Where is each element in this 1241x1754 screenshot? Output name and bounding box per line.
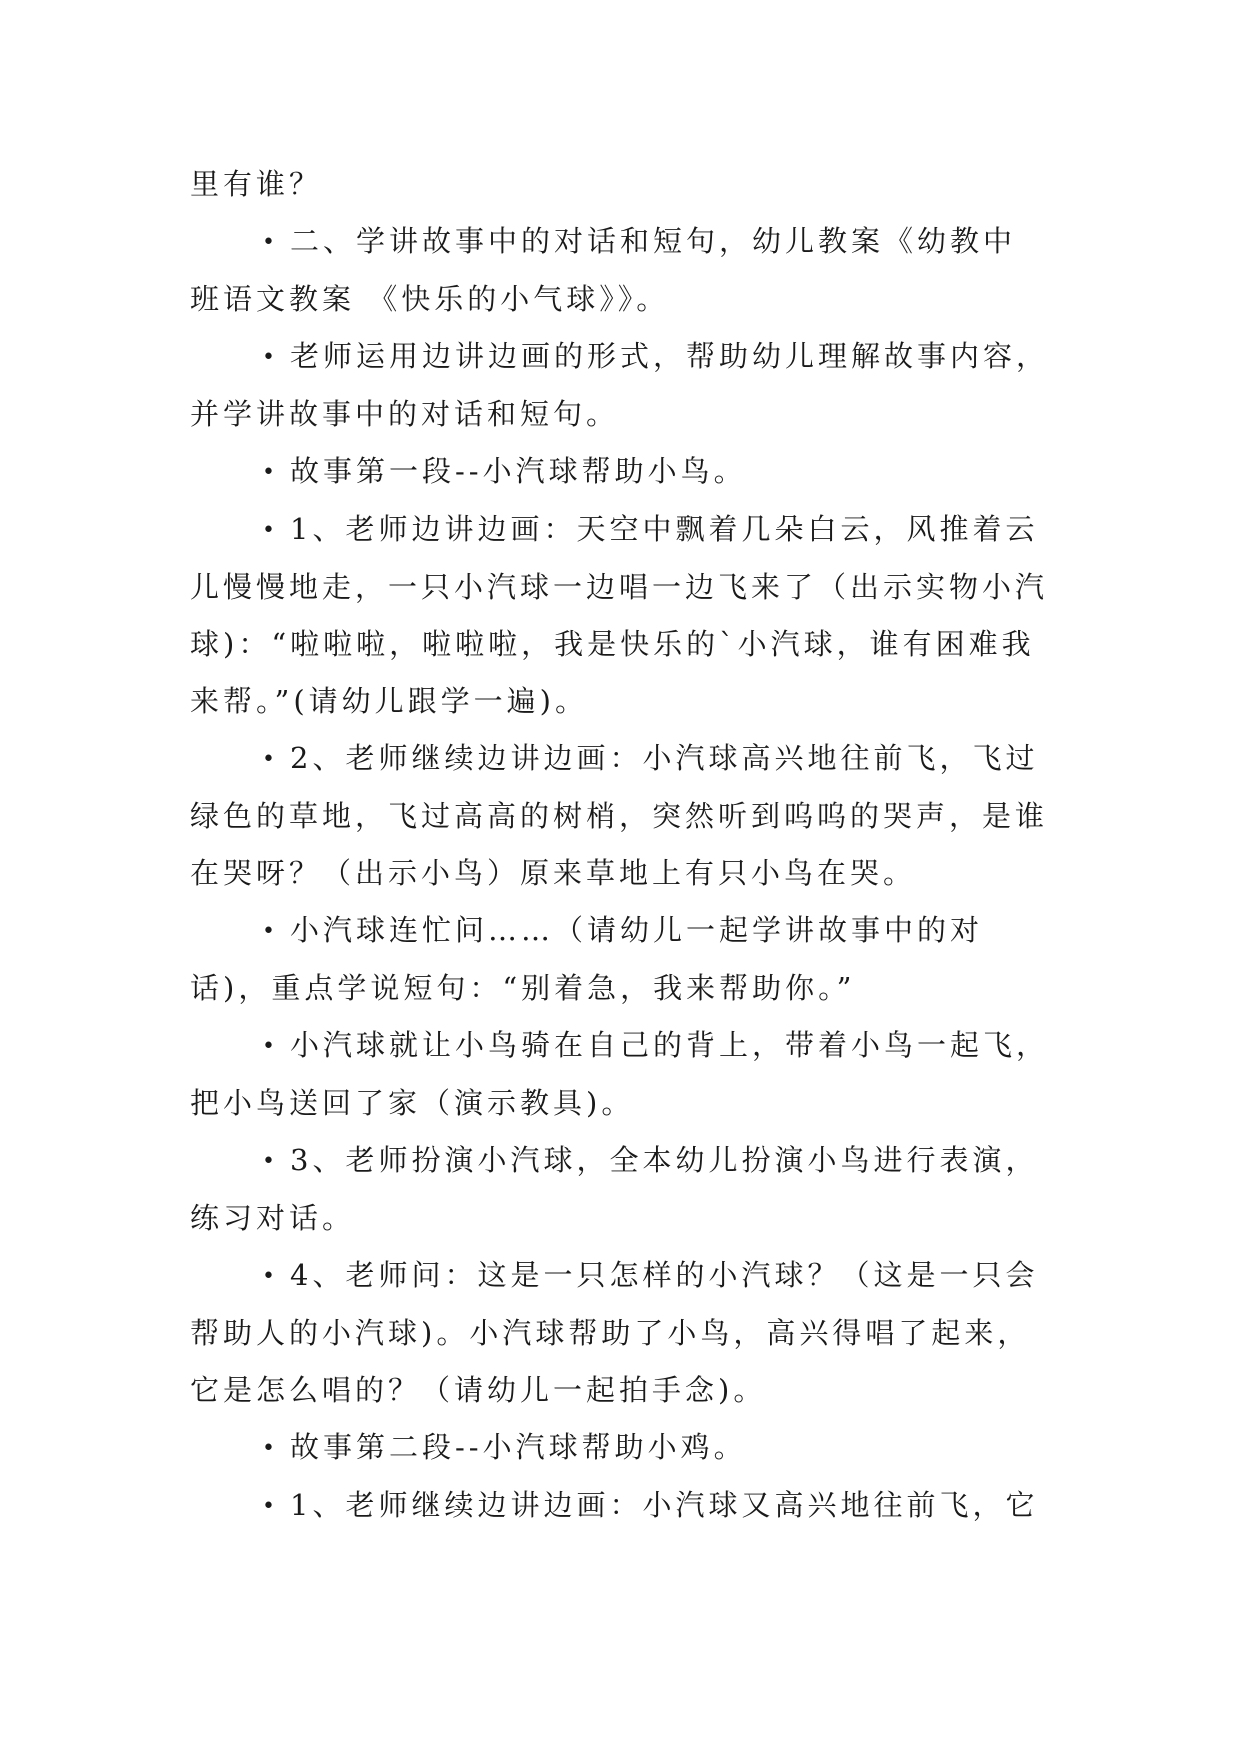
text-line: 它是怎么唱的？（请幼儿一起拍手念)。 [190, 1373, 767, 1407]
text-line: 并学讲故事中的对话和短句。 [190, 397, 620, 431]
text-line [190, 1477, 1050, 1535]
line-text: 1、老师边讲边画：天空中飘着几朵白云，风推着云 [290, 512, 1039, 546]
text-line: 话)，重点学说短句：“别着急，我来帮助你。” [190, 971, 856, 1005]
line-text: 2、老师继续边讲边画：小汽球高兴地往前飞，飞过 [290, 741, 1039, 775]
para-3 [190, 443, 1050, 501]
text-line [190, 328, 1050, 386]
line-text: 故事第一段--小汽球帮助小鸟。 [290, 454, 747, 488]
text-line: 来帮。”(请幼儿跟学一遍)。 [190, 684, 588, 718]
text-line: 绿色的草地，飞过高高的树梢，突然听到呜呜的哭声，是谁 [190, 799, 1049, 833]
para-8 [190, 1132, 1050, 1247]
para-4 [190, 501, 1050, 730]
bullet-icon: • [262, 1494, 275, 1519]
text-line [190, 1132, 1050, 1190]
text-line: 里有谁？ [190, 167, 323, 201]
bullet-icon: • [262, 1264, 275, 1289]
text-line [190, 1247, 1050, 1305]
text-line [190, 1419, 1050, 1477]
para-10 [190, 1419, 1050, 1477]
bullet-icon: • [262, 919, 275, 944]
line-text: 1、老师继续边讲边画：小汽球又高兴地往前飞，它 [290, 1488, 1039, 1522]
text-line: 儿慢慢地走，一只小汽球一边唱一边飞来了（出示实物小汽 [190, 570, 1049, 604]
text-line: 练习对话。 [190, 1201, 356, 1235]
text-line [190, 501, 1050, 559]
text-line [190, 1017, 1050, 1075]
text-line: 班语文教案 《快乐的小气球》》。 [190, 282, 670, 316]
text-line: 球)：“啦啦啦，啦啦啦，我是快乐的`小汽球，谁有困难我 [190, 627, 1035, 661]
bullet-icon: • [262, 460, 275, 485]
line-text: 小汽球就让小鸟骑在自己的背上，带着小鸟一起飞， [290, 1028, 1050, 1062]
para-5 [190, 730, 1050, 902]
line-text: 小汽球连忙问……（请幼儿一起学讲故事中的对 [290, 913, 984, 947]
para-2 [190, 328, 1050, 443]
para-7 [190, 1017, 1050, 1132]
bullet-icon: • [262, 747, 275, 772]
text-line: 把小鸟送回了家（演示教具)。 [190, 1086, 635, 1120]
para-1 [190, 213, 1050, 328]
line-text: 老师运用边讲边画的形式，帮助幼儿理解故事内容， [290, 339, 1050, 373]
para-11 [190, 1477, 1050, 1535]
text-line [190, 730, 1050, 788]
text-line: 帮助人的小汽球)。小汽球帮助了小鸟，高兴得唱了起来， [190, 1316, 1031, 1350]
para-9 [190, 1247, 1050, 1419]
para-0 [190, 156, 1050, 213]
bullet-icon: • [262, 345, 275, 370]
line-text: 二、学讲故事中的对话和短句，幼儿教案《幼教中 [290, 224, 1017, 258]
text-line [190, 902, 1050, 960]
text-line [190, 213, 1050, 271]
line-text: 3、老师扮演小汽球，全本幼儿扮演小鸟进行表演， [290, 1143, 1039, 1177]
document-page [190, 156, 1050, 1535]
bullet-icon: • [262, 1034, 275, 1059]
text-line [190, 443, 1050, 501]
para-6 [190, 902, 1050, 1017]
line-text: 4、老师问：这是一只怎样的小汽球？（这是一只会 [290, 1258, 1039, 1292]
bullet-icon: • [262, 1436, 275, 1461]
line-text: 故事第二段--小汽球帮助小鸡。 [290, 1430, 747, 1464]
bullet-icon: • [262, 230, 275, 255]
bullet-icon: • [262, 1149, 275, 1174]
text-line: 在哭呀？（出示小鸟）原来草地上有只小鸟在哭。 [190, 856, 917, 890]
bullet-icon: • [262, 518, 275, 543]
